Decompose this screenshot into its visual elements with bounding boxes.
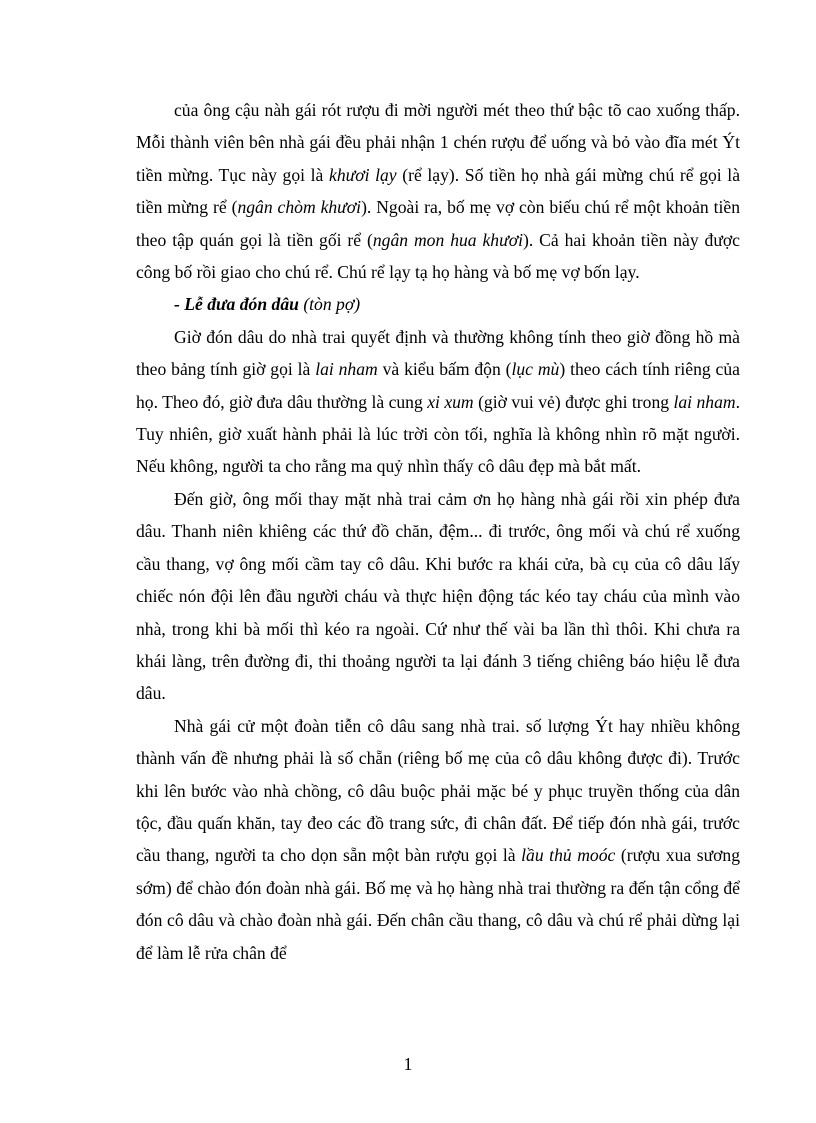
text-run: . Tuy nhiên, giờ xuất hành phải là lúc trời còn tối, nghĩa là không nhìn rõ mặt người. Nếu không, người ta cho rằng ma quỷ nhìn thấy cô dâu đẹp mà bắt mất.: [136, 391, 740, 477]
text-run: và kiểu bấm độn (: [377, 359, 512, 380]
italic-term: lai nham: [315, 359, 378, 380]
italic-term: lục mù: [511, 359, 560, 380]
text-run: (rể lạy). Số tiền họ nhà gái mừng chú rể gọi là tiền mừng rể (: [136, 164, 741, 218]
italic-term: xi xum: [427, 391, 474, 412]
italic-term: lai nham: [673, 391, 736, 412]
paragraph: [136, 321, 740, 483]
text-run: ). Cả hai khoản tiền này được công bố rồi giao cho chú rể. Chú rể lạy tạ họ hàng và bố mẹ vợ bốn lạy.: [136, 229, 740, 283]
heading-subtitle: (tòn pợ): [303, 294, 361, 315]
text-run: (rượu xua sương sớm) để chào đón đoàn nhà gái. Bố mẹ và họ hàng nhà trai thường ra đến tận cổng để đón cô dâu và chào đoàn nhà gái. Đến chân cầu thang, cô dâu và chú rể phải dừng lại để làm lễ rửa chân để: [136, 845, 740, 963]
body-text: [136, 94, 740, 969]
section-heading: [136, 288, 740, 320]
italic-term: ngân mon hua khươi: [372, 229, 523, 250]
text-run: ). Ngoài ra, bố mẹ vợ còn biếu chú rể một khoản tiền theo tập quán gọi là tiền gối rể (: [136, 197, 740, 250]
text-run: (giờ vui vẻ) được ghi trong: [473, 391, 674, 412]
heading-title: - Lễ đưa đón dâu: [174, 294, 299, 315]
text-run: Giờ đón dâu do nhà trai quyết định và thường không tính theo giờ đồng hồ mà theo bảng tính giờ gọi là: [136, 326, 740, 380]
italic-term: lầu thủ moóc: [521, 845, 616, 866]
italic-term: ngân chòm khươi: [237, 197, 362, 218]
paragraph: [136, 710, 740, 969]
text-run: của ông cậu nàh gái rót rượu đi mời người mét theo thứ bậc tõ cao xuống thấp. Mỗi thành viên bên nhà gái đều phải nhận 1 chén rượu để uống và bỏ vào đĩa mét Ýt tiền mừng. Tục này gọi là: [136, 100, 740, 185]
text-run: Đến giờ, ông mối thay mặt nhà trai cảm ơn họ hàng nhà gái rồi xin phép đưa dâu. Thanh niên khiêng các thứ đồ chăn, đệm... đi trước, ông mối và chú rể xuống cầu thang, vợ ông mối cầm tay cô dâu. Khi bước ra khái cửa, bà cụ của cô dâu lấy chiếc nón đội lên đầu người cháu và thực hiện động tác kéo tay cháu của mình vào nhà, trong khi bà mối thì kéo ra ngoài. Cứ như thế vài ba lần thì thôi. Khi chưa ra khái làng, trên đường đi, thi thoảng người ta lại đánh 3 tiếng chiêng báo hiệu lễ đưa dâu.: [136, 488, 740, 704]
text-run: Nhà gái cử một đoàn tiễn cô dâu sang nhà trai. số lượng Ýt hay nhiều không thành vấn đề nhưng phải là số chẵn (riêng bố mẹ của cô dâu không được đi). Trước khi lên bước vào nhà chồng, cô dâu buộc phải mặc bé y phục truyền thống của dân tộc, đầu quấn khăn, tay đeo các đồ trang sức, đi chân đất. Để tiếp đón nhà gái, trước cầu thang, người ta cho dọn sẵn một bàn rượu gọi là: [136, 715, 740, 866]
page-number: 1: [403, 1054, 413, 1074]
paragraph: [136, 483, 740, 710]
text-run: ) theo cách tính riêng của họ. Theo đó, giờ đưa dâu thường là cung: [136, 359, 740, 412]
italic-term: khươi lạy: [329, 164, 397, 185]
paragraph: [136, 94, 740, 288]
